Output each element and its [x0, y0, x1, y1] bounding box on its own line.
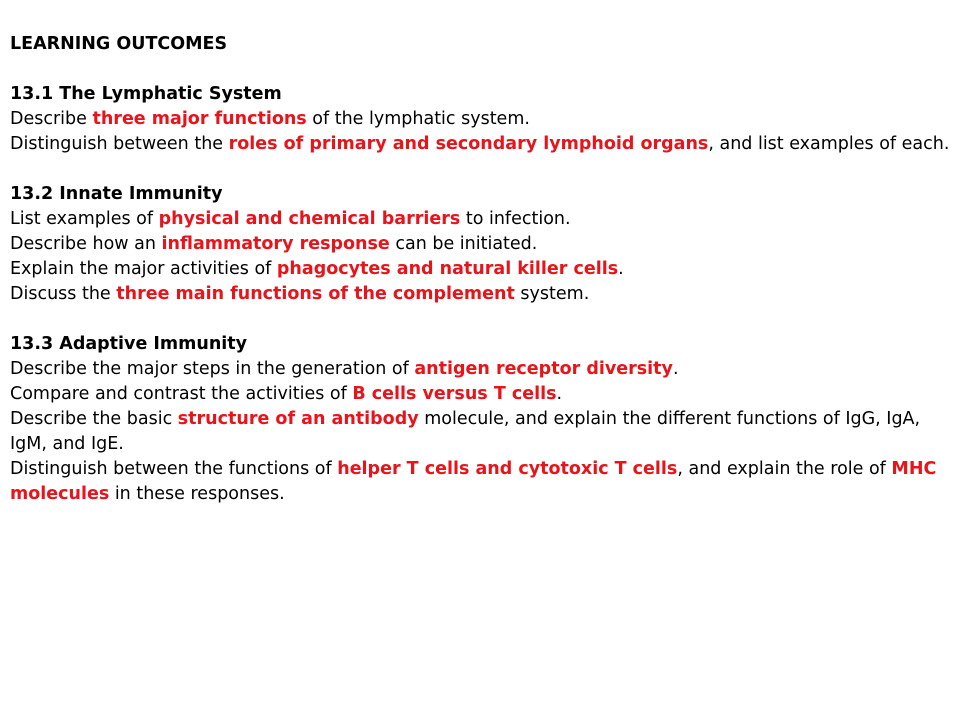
section-lymphatic-system: [10, 82, 952, 157]
key-term: structure of an antibody: [177, 409, 419, 429]
key-term: physical and chemical barriers: [158, 209, 461, 229]
slide-content: [10, 32, 952, 507]
key-term: antigen receptor diversity: [414, 359, 673, 379]
outcome-item: Describe how an inflammatory response can be initiated.: [10, 234, 538, 254]
key-term: inflammatory response: [161, 234, 390, 254]
key-term: roles of primary and secondary lymphoid organs: [228, 134, 709, 154]
spacer: [10, 307, 952, 332]
outcome-item: Describe the major steps in the generation of antigen receptor diversity.: [10, 359, 679, 379]
spacer: [10, 157, 952, 182]
page-title: LEARNING OUTCOMES: [10, 34, 228, 54]
spacer: [10, 57, 952, 82]
key-term: three main functions of the complement: [116, 284, 515, 304]
key-term: MHC molecules: [10, 459, 937, 504]
outcome-item: Compare and contrast the activities of B cells versus T cells.: [10, 384, 563, 404]
key-term: phagocytes and natural killer cells: [276, 259, 619, 279]
section-adaptive-immunity: [10, 332, 952, 507]
section-heading: 13.3 Adaptive Immunity: [10, 334, 248, 354]
section-heading: 13.1 The Lymphatic System: [10, 84, 282, 104]
outcome-item: Distinguish between the functions of helper T cells and cytotoxic T cells, and explain the role of MHC molecules in these responses.: [10, 459, 937, 504]
section-heading: 13.2 Innate Immunity: [10, 184, 223, 204]
key-term: helper T cells and cytotoxic T cells: [337, 459, 678, 479]
outcome-item: Describe the basic structure of an antibody molecule, and explain the different functions of IgG, IgA, IgM, and IgE.: [10, 409, 921, 454]
key-term: B cells versus T cells: [352, 384, 557, 404]
outcome-item: Distinguish between the roles of primary and secondary lymphoid organs, and list examples of each.: [10, 134, 950, 154]
outcome-item: Discuss the three main functions of the complement system.: [10, 284, 590, 304]
section-innate-immunity: [10, 182, 952, 307]
outcome-item: List examples of physical and chemical barriers to infection.: [10, 209, 571, 229]
outcome-item: Describe three major functions of the lymphatic system.: [10, 109, 530, 129]
outcome-item: Explain the major activities of phagocytes and natural killer cells.: [10, 259, 624, 279]
key-term: three major functions: [92, 109, 307, 129]
